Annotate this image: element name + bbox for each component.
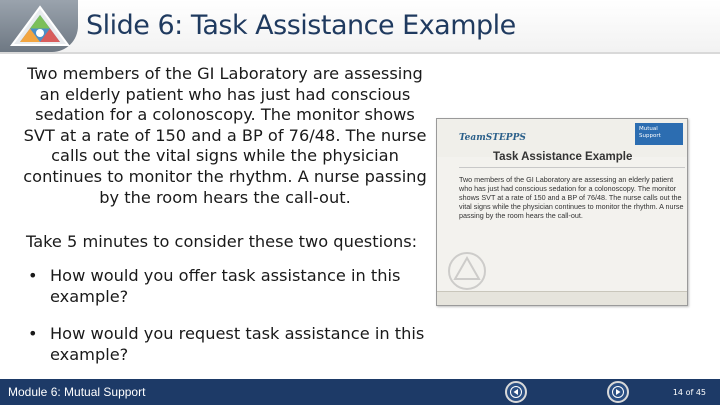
page-indicator: 14 of 45 [672,388,706,397]
thumbnail-body: Two members of the GI Laboratory are assessing an elderly patient who has just had conscious sedation for a colonoscopy. The monitor shows SVT at a rate of 150 and a BP of 76/48. The nurse calls out the vital signs while the physician continues to monitor the rhythm. A nurse passing by the room hears the call-out. [459,175,684,220]
question-item [28,324,448,365]
teamstepps-triangle-logo-icon [8,4,72,48]
question-prompt: Take 5 minutes to consider these two questions: [26,232,418,251]
question-list [28,266,448,382]
thumbnail-emblem-icon [447,251,487,291]
thumbnail-brand: TeamSTEPPS [459,133,526,143]
next-slide-button[interactable] [607,381,629,403]
thumbnail-divider [459,167,685,168]
previous-slide-button[interactable] [505,381,527,403]
title-divider [0,52,720,54]
scenario-paragraph: Two members of the GI Laboratory are assessing an elderly patient who has just had conscious sedation for a colonoscopy. The monitor shows SVT at a rate of 150 and a BP of 76/48. The nurse calls out the vital signs while the physician continues to monitor the rhythm. A nurse passing by the room hears the call-out. [23,64,427,207]
slide-title: Slide 6: Task Assistance Example [86,10,516,41]
previous-slide-icon [510,386,522,398]
thumbnail-footer [437,291,687,305]
question-text: How would you request task assistance in this example? [50,324,425,364]
header-logo-tab [0,0,78,52]
question-item [28,266,448,307]
thumbnail-title: Task Assistance Example [493,151,633,163]
bullet-icon: • [28,266,38,285]
thumbnail-module-tag: Mutual Support [635,123,683,145]
bullet-icon: • [28,324,38,343]
question-text: How would you offer task assistance in this example? [50,266,401,306]
slide-header [0,0,720,52]
slide-thumbnail [436,118,688,306]
next-slide-icon [612,386,624,398]
module-label: Module 6: Mutual Support [8,385,146,399]
